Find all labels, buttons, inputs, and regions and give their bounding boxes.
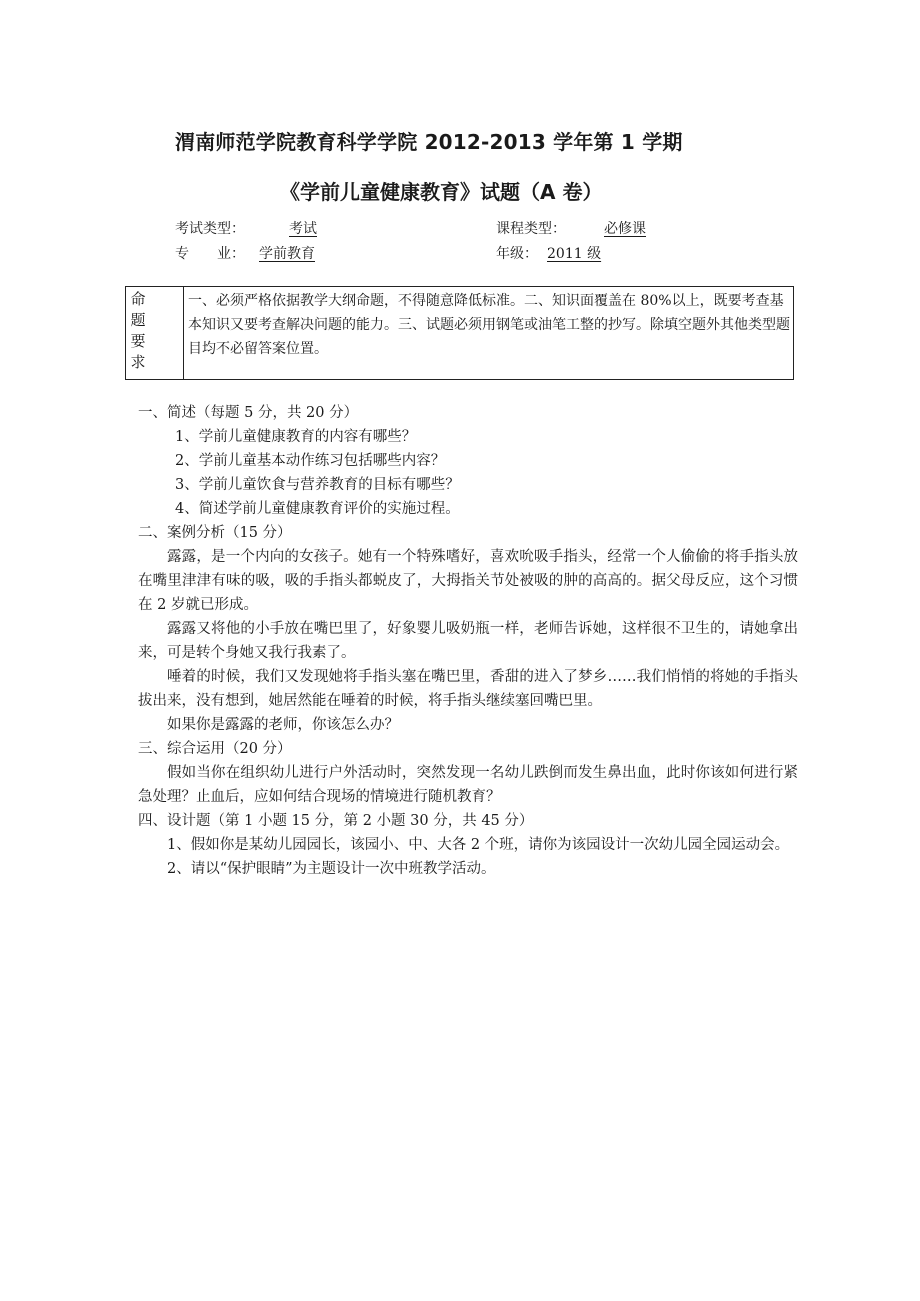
section-4-title: 四、设计题（第 1 小题 15 分，第 2 小题 30 分，共 45 分）: [138, 813, 534, 829]
requirements-label: 命题要求: [130, 290, 146, 371]
exam-type-label: 考试类型：: [175, 221, 245, 237]
exam-type-value: 考试: [289, 221, 317, 237]
requirements-box: [125, 286, 794, 380]
requirements-label-cell: [126, 287, 184, 379]
section-4-question: 1、假如你是某幼儿园园长，该园小、中、大各 2 个班，请你为该园设计一次幼儿园全园运动会。: [167, 837, 790, 853]
section-1-question: 3、学前儿童饮食与营养教育的目标有哪些？: [175, 477, 460, 493]
section-1-question: 4、简述学前儿童健康教育评价的实施过程。: [175, 501, 460, 517]
section-2-title: 二、案例分析（15 分）: [138, 525, 292, 541]
section-3-paragraph: 假如当你在组织幼儿进行户外活动时，突然发现一名幼儿跌倒而发生鼻出血，此时你该如何进行紧急处理？止血后，应如何结合现场的情境进行随机教育？: [138, 765, 798, 805]
major-label: 专 业：: [175, 246, 245, 262]
case-paragraph: 露露，是一个内向的女孩子。她有一个特殊嗜好，喜欢吮吸手指头，经常一个人偷偷的将手指头放在嘴里津津有味的吸，吸的手指头都蜕皮了，大拇指关节处被吸的肿的高高的。据父母反应，这个习惯在 2 岁就已形成。: [138, 549, 798, 613]
section-1-question: 2、学前儿童基本动作练习包括哪些内容？: [175, 453, 446, 469]
case-paragraph: 唾着的时候，我们又发现她将手指头塞在嘴巴里，香甜的进入了梦乡……我们悄悄的将她的手指头拔出来，没有想到，她居然能在唾着的时候，将手指头继续塞回嘴巴里。: [138, 669, 798, 709]
exam-title: 渭南师范学院教育科学学院 2012-2013 学年第 1 学期: [175, 130, 683, 154]
grade-value: 2011 级: [547, 246, 602, 262]
requirements-text: 一、必须严格依据教学大纲命题，不得随意降低标准。二、知识面覆盖在 80%以上，既要考查基本知识又要考查解决问题的能力。三、试题必须用钢笔或油笔工整的抄写。除填空题外其他类型题目均不必留答案位置。: [188, 293, 790, 357]
exam-body: [138, 401, 798, 881]
course-type-label: 课程类型：: [496, 221, 566, 237]
exam-subtitle: 《学前儿童健康教育》试题（A 卷）: [280, 180, 603, 204]
section-1-title: 一、简述（每题 5 分，共 20 分）: [138, 405, 359, 421]
major-value: 学前教育: [259, 246, 315, 262]
case-question: 如果你是露露的老师，你该怎么办？: [167, 717, 399, 733]
case-paragraph: 露露又将他的小手放在嘴巴里了，好象婴儿吸奶瓶一样，老师告诉她，这样很不卫生的，请她拿出来，可是转个身她又我行我素了。: [138, 621, 798, 661]
grade-label: 年级：: [496, 246, 538, 262]
section-1-question: 1、学前儿童健康教育的内容有哪些？: [175, 429, 417, 445]
section-4-question: 2、请以“保护眼睛”为主题设计一次中班教学活动。: [167, 861, 496, 877]
course-type-value: 必修课: [604, 221, 646, 237]
section-3-title: 三、综合运用（20 分）: [138, 741, 292, 757]
